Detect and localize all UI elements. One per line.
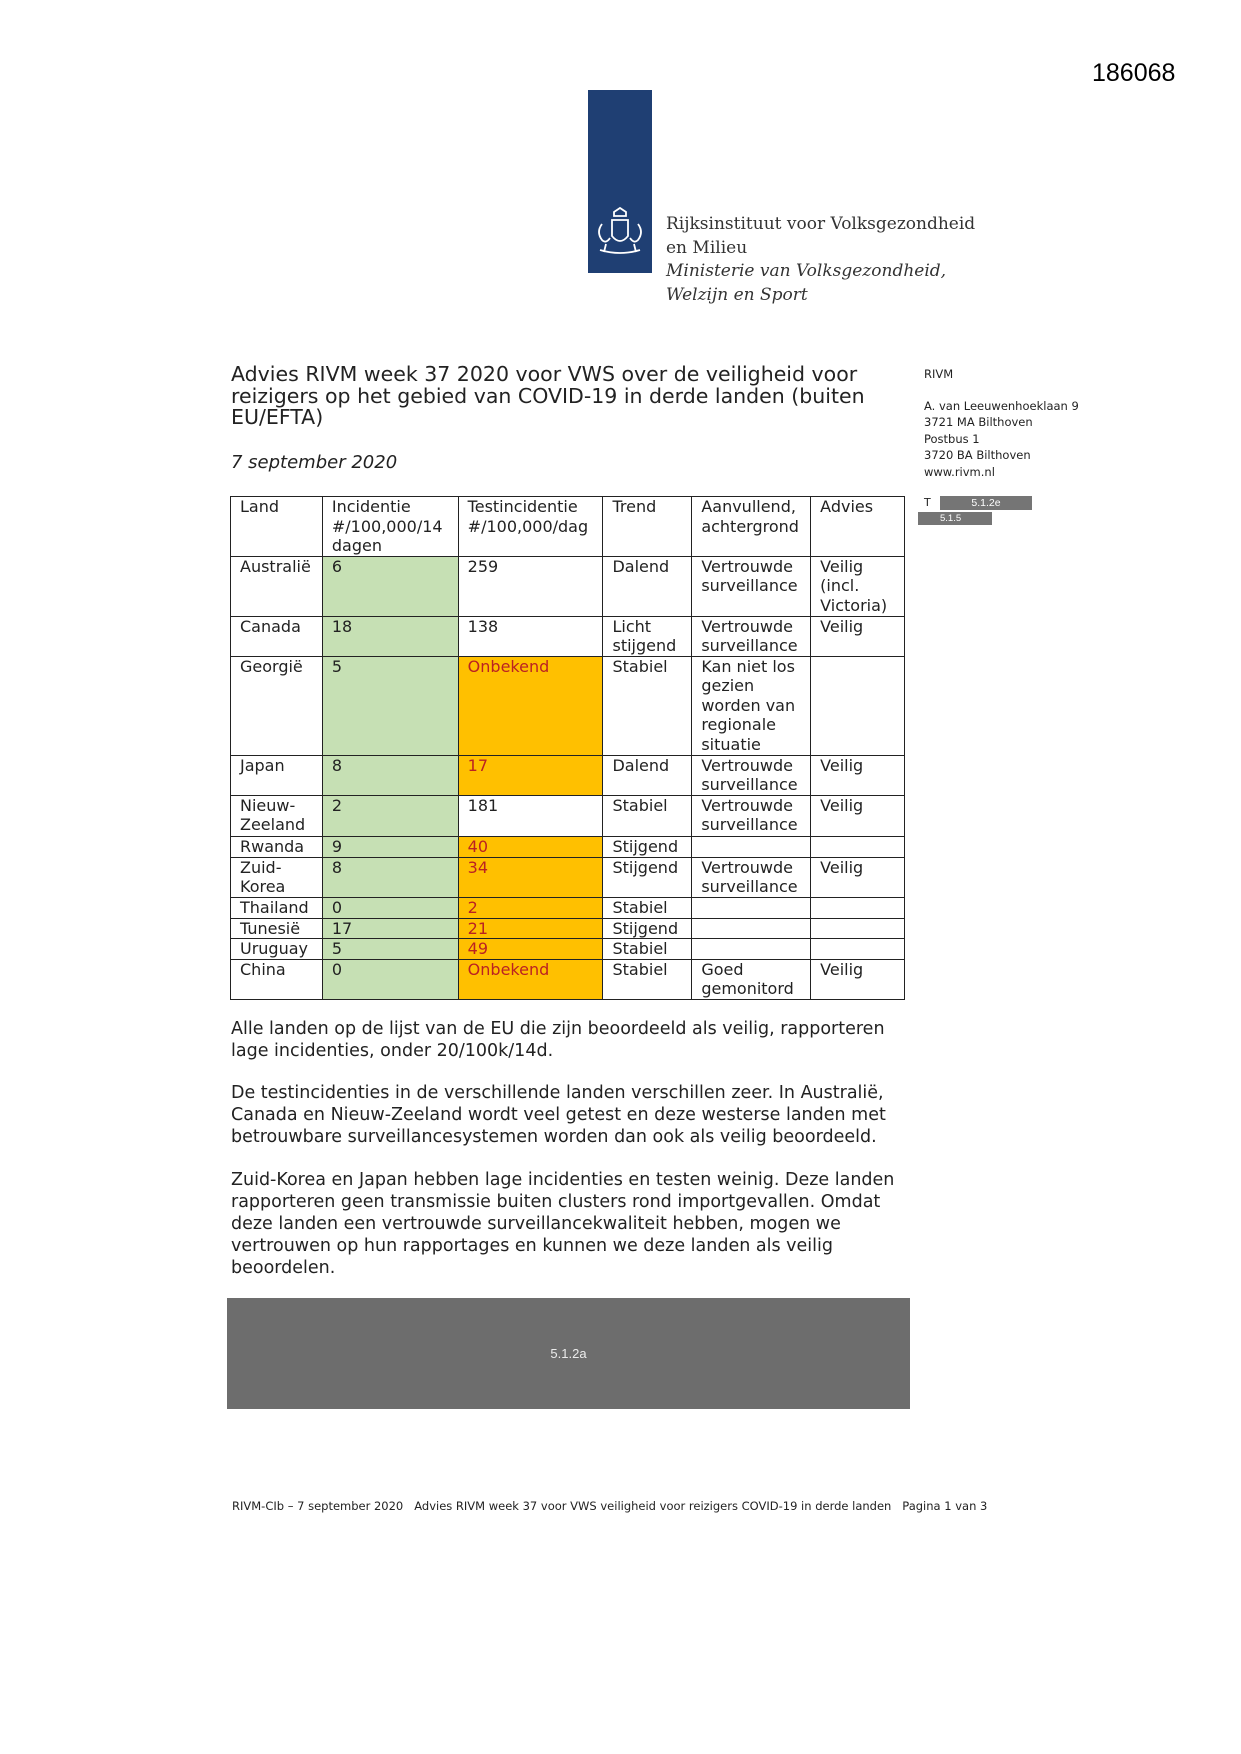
country-cell: Uruguay bbox=[231, 939, 323, 960]
background-cell bbox=[692, 918, 811, 939]
test-incidence-cell: Onbekend bbox=[458, 656, 603, 755]
address-line: 3720 BA Bilthoven bbox=[924, 448, 1031, 462]
test-incidence-cell: 34 bbox=[458, 857, 603, 897]
trend-cell: Stijgend bbox=[603, 918, 692, 939]
background-cell: Vertrouwde surveillance bbox=[692, 857, 811, 897]
test-incidence-cell: 138 bbox=[458, 616, 603, 656]
background-cell: Vertrouwde surveillance bbox=[692, 755, 811, 795]
coat-of-arms-icon bbox=[592, 206, 648, 260]
background-cell bbox=[692, 939, 811, 960]
incidence-cell: 2 bbox=[322, 795, 458, 836]
country-cell: Rwanda bbox=[231, 836, 323, 857]
trend-cell: Stabiel bbox=[603, 939, 692, 960]
incidence-cell: 0 bbox=[322, 897, 458, 918]
trend-cell: Stabiel bbox=[603, 656, 692, 755]
test-incidence-cell: 17 bbox=[458, 755, 603, 795]
test-incidence-cell: 40 bbox=[458, 836, 603, 857]
table-row bbox=[231, 939, 905, 960]
org-line-2: en Milieu bbox=[666, 237, 748, 258]
trend-cell: Dalend bbox=[603, 755, 692, 795]
redaction-box: 5.1.2e bbox=[940, 496, 1032, 510]
table-row bbox=[231, 897, 905, 918]
country-cell: Nieuw-Zeeland bbox=[231, 795, 323, 836]
paragraph: Alle landen op de lijst van de EU die zijn beoordeeld als veilig, rapporteren lage incidenties, onder 20/100k/14d. bbox=[231, 1019, 885, 1061]
column-header: Advies bbox=[811, 497, 905, 557]
advice-cell bbox=[811, 656, 905, 755]
page-number: Pagina 1 van 3 bbox=[902, 1499, 988, 1513]
test-incidence-cell: 21 bbox=[458, 918, 603, 939]
background-cell: Vertrouwde surveillance bbox=[692, 556, 811, 616]
country-cell: China bbox=[231, 959, 323, 999]
background-cell bbox=[692, 836, 811, 857]
background-cell: Vertrouwde surveillance bbox=[692, 795, 811, 836]
country-cell: Zuid-Korea bbox=[231, 857, 323, 897]
column-header: Aanvullend, achtergrond bbox=[692, 497, 811, 557]
advice-cell: Veilig bbox=[811, 755, 905, 795]
incidence-cell: 0 bbox=[322, 959, 458, 999]
trend-cell: Licht stijgend bbox=[603, 616, 692, 656]
country-cell: Thailand bbox=[231, 897, 323, 918]
advice-cell bbox=[811, 897, 905, 918]
trend-cell: Stijgend bbox=[603, 857, 692, 897]
advice-cell bbox=[811, 918, 905, 939]
test-incidence-cell: 49 bbox=[458, 939, 603, 960]
test-incidence-cell: 181 bbox=[458, 795, 603, 836]
incidence-cell: 17 bbox=[322, 918, 458, 939]
table-row bbox=[231, 857, 905, 897]
advice-cell: Veilig (incl. Victoria) bbox=[811, 556, 905, 616]
incidence-cell: 6 bbox=[322, 556, 458, 616]
org-line-1: Rijksinstituut voor Volksgezondheid bbox=[666, 214, 976, 234]
trend-cell: Stabiel bbox=[603, 795, 692, 836]
background-cell: Vertrouwde surveillance bbox=[692, 616, 811, 656]
test-incidence-cell: Onbekend bbox=[458, 959, 603, 999]
table-row bbox=[231, 755, 905, 795]
table-row bbox=[231, 836, 905, 857]
column-header: Land bbox=[231, 497, 323, 557]
test-incidence-cell: 2 bbox=[458, 897, 603, 918]
redaction-block: 5.1.2a bbox=[227, 1298, 910, 1409]
background-cell: Goed gemonitord bbox=[692, 959, 811, 999]
advice-cell bbox=[811, 836, 905, 857]
org-line-3: Ministerie van Volksgezondheid, bbox=[666, 261, 947, 281]
table-row bbox=[231, 656, 905, 755]
table-row bbox=[231, 616, 905, 656]
column-header: Testincidentie #/100,000/dag bbox=[458, 497, 603, 557]
trend-cell: Stabiel bbox=[603, 959, 692, 999]
background-cell bbox=[692, 897, 811, 918]
table-row bbox=[231, 918, 905, 939]
website: www.rivm.nl bbox=[924, 464, 995, 479]
advice-cell: Veilig bbox=[811, 795, 905, 836]
country-cell: Japan bbox=[231, 755, 323, 795]
incidence-cell: 18 bbox=[322, 616, 458, 656]
address-line: 3721 MA Bilthoven bbox=[924, 415, 1033, 429]
incidence-cell: 9 bbox=[322, 836, 458, 857]
organization-name bbox=[666, 213, 975, 307]
table-header-row bbox=[231, 497, 905, 557]
trend-cell: Stabiel bbox=[603, 897, 692, 918]
sender-info bbox=[924, 366, 1079, 480]
table-row bbox=[231, 556, 905, 616]
advice-cell: Veilig bbox=[811, 959, 905, 999]
trend-cell: Stijgend bbox=[603, 836, 692, 857]
paragraph: Zuid-Korea en Japan hebben lage incidenties en testen weinig. Deze landen rapporteren geen transmissie buiten clusters rond importgevallen. Omdat deze landen een vertrouwde surveillancekwaliteit hebben, mogen we vertrouwen op hun rapportages en kunnen we deze landen als veilig beoordelen. bbox=[231, 1170, 895, 1278]
incidence-cell: 8 bbox=[322, 857, 458, 897]
country-cell: Tunesië bbox=[231, 918, 323, 939]
trend-cell: Dalend bbox=[603, 556, 692, 616]
advice-cell: Veilig bbox=[811, 616, 905, 656]
incidence-cell: 5 bbox=[322, 939, 458, 960]
footer-left: RIVM-CIb – 7 september 2020 bbox=[232, 1499, 404, 1513]
table-row bbox=[231, 795, 905, 836]
incidence-cell: 5 bbox=[322, 656, 458, 755]
country-cell: Australië bbox=[231, 556, 323, 616]
document-title: Advies RIVM week 37 2020 voor VWS over de veiligheid voor reizigers op het gebied van COVID-19 in derde landen (buiten EU/EFTA) bbox=[231, 362, 865, 429]
page-footer bbox=[232, 1499, 987, 1513]
address-line: A. van Leeuwenhoeklaan 9 bbox=[924, 398, 1079, 413]
country-cell: Georgië bbox=[231, 656, 323, 755]
advice-cell bbox=[811, 939, 905, 960]
address-line: Postbus 1 bbox=[924, 431, 980, 446]
document-date: 7 september 2020 bbox=[231, 452, 398, 473]
column-header: Incidentie #/100,000/14 dagen bbox=[322, 497, 458, 557]
document-number: 186068 bbox=[1092, 59, 1176, 87]
sender-name: RIVM bbox=[924, 367, 954, 381]
paragraph: De testincidenties in de verschillende landen verschillen zeer. In Australië, Canada en Nieuw-Zeeland wordt veel getest en deze westerse landen met betrouwbare surveillancesystemen worden dan ook als veilig beoordeeld. bbox=[231, 1083, 886, 1147]
org-line-4: Welzijn en Sport bbox=[666, 284, 808, 305]
background-cell: Kan niet los gezien worden van regionale situatie bbox=[692, 656, 811, 755]
country-cell: Canada bbox=[231, 616, 323, 656]
table-row bbox=[231, 959, 905, 999]
country-advice-table bbox=[230, 496, 905, 1000]
advice-cell: Veilig bbox=[811, 857, 905, 897]
incidence-cell: 8 bbox=[322, 755, 458, 795]
test-incidence-cell: 259 bbox=[458, 556, 603, 616]
redaction-box: 5.1.5 bbox=[918, 512, 992, 525]
footer-title: Advies RIVM week 37 voor VWS veiligheid voor reizigers COVID-19 in derde landen bbox=[414, 1499, 892, 1513]
phone-label: T bbox=[924, 496, 931, 509]
column-header: Trend bbox=[603, 497, 692, 557]
